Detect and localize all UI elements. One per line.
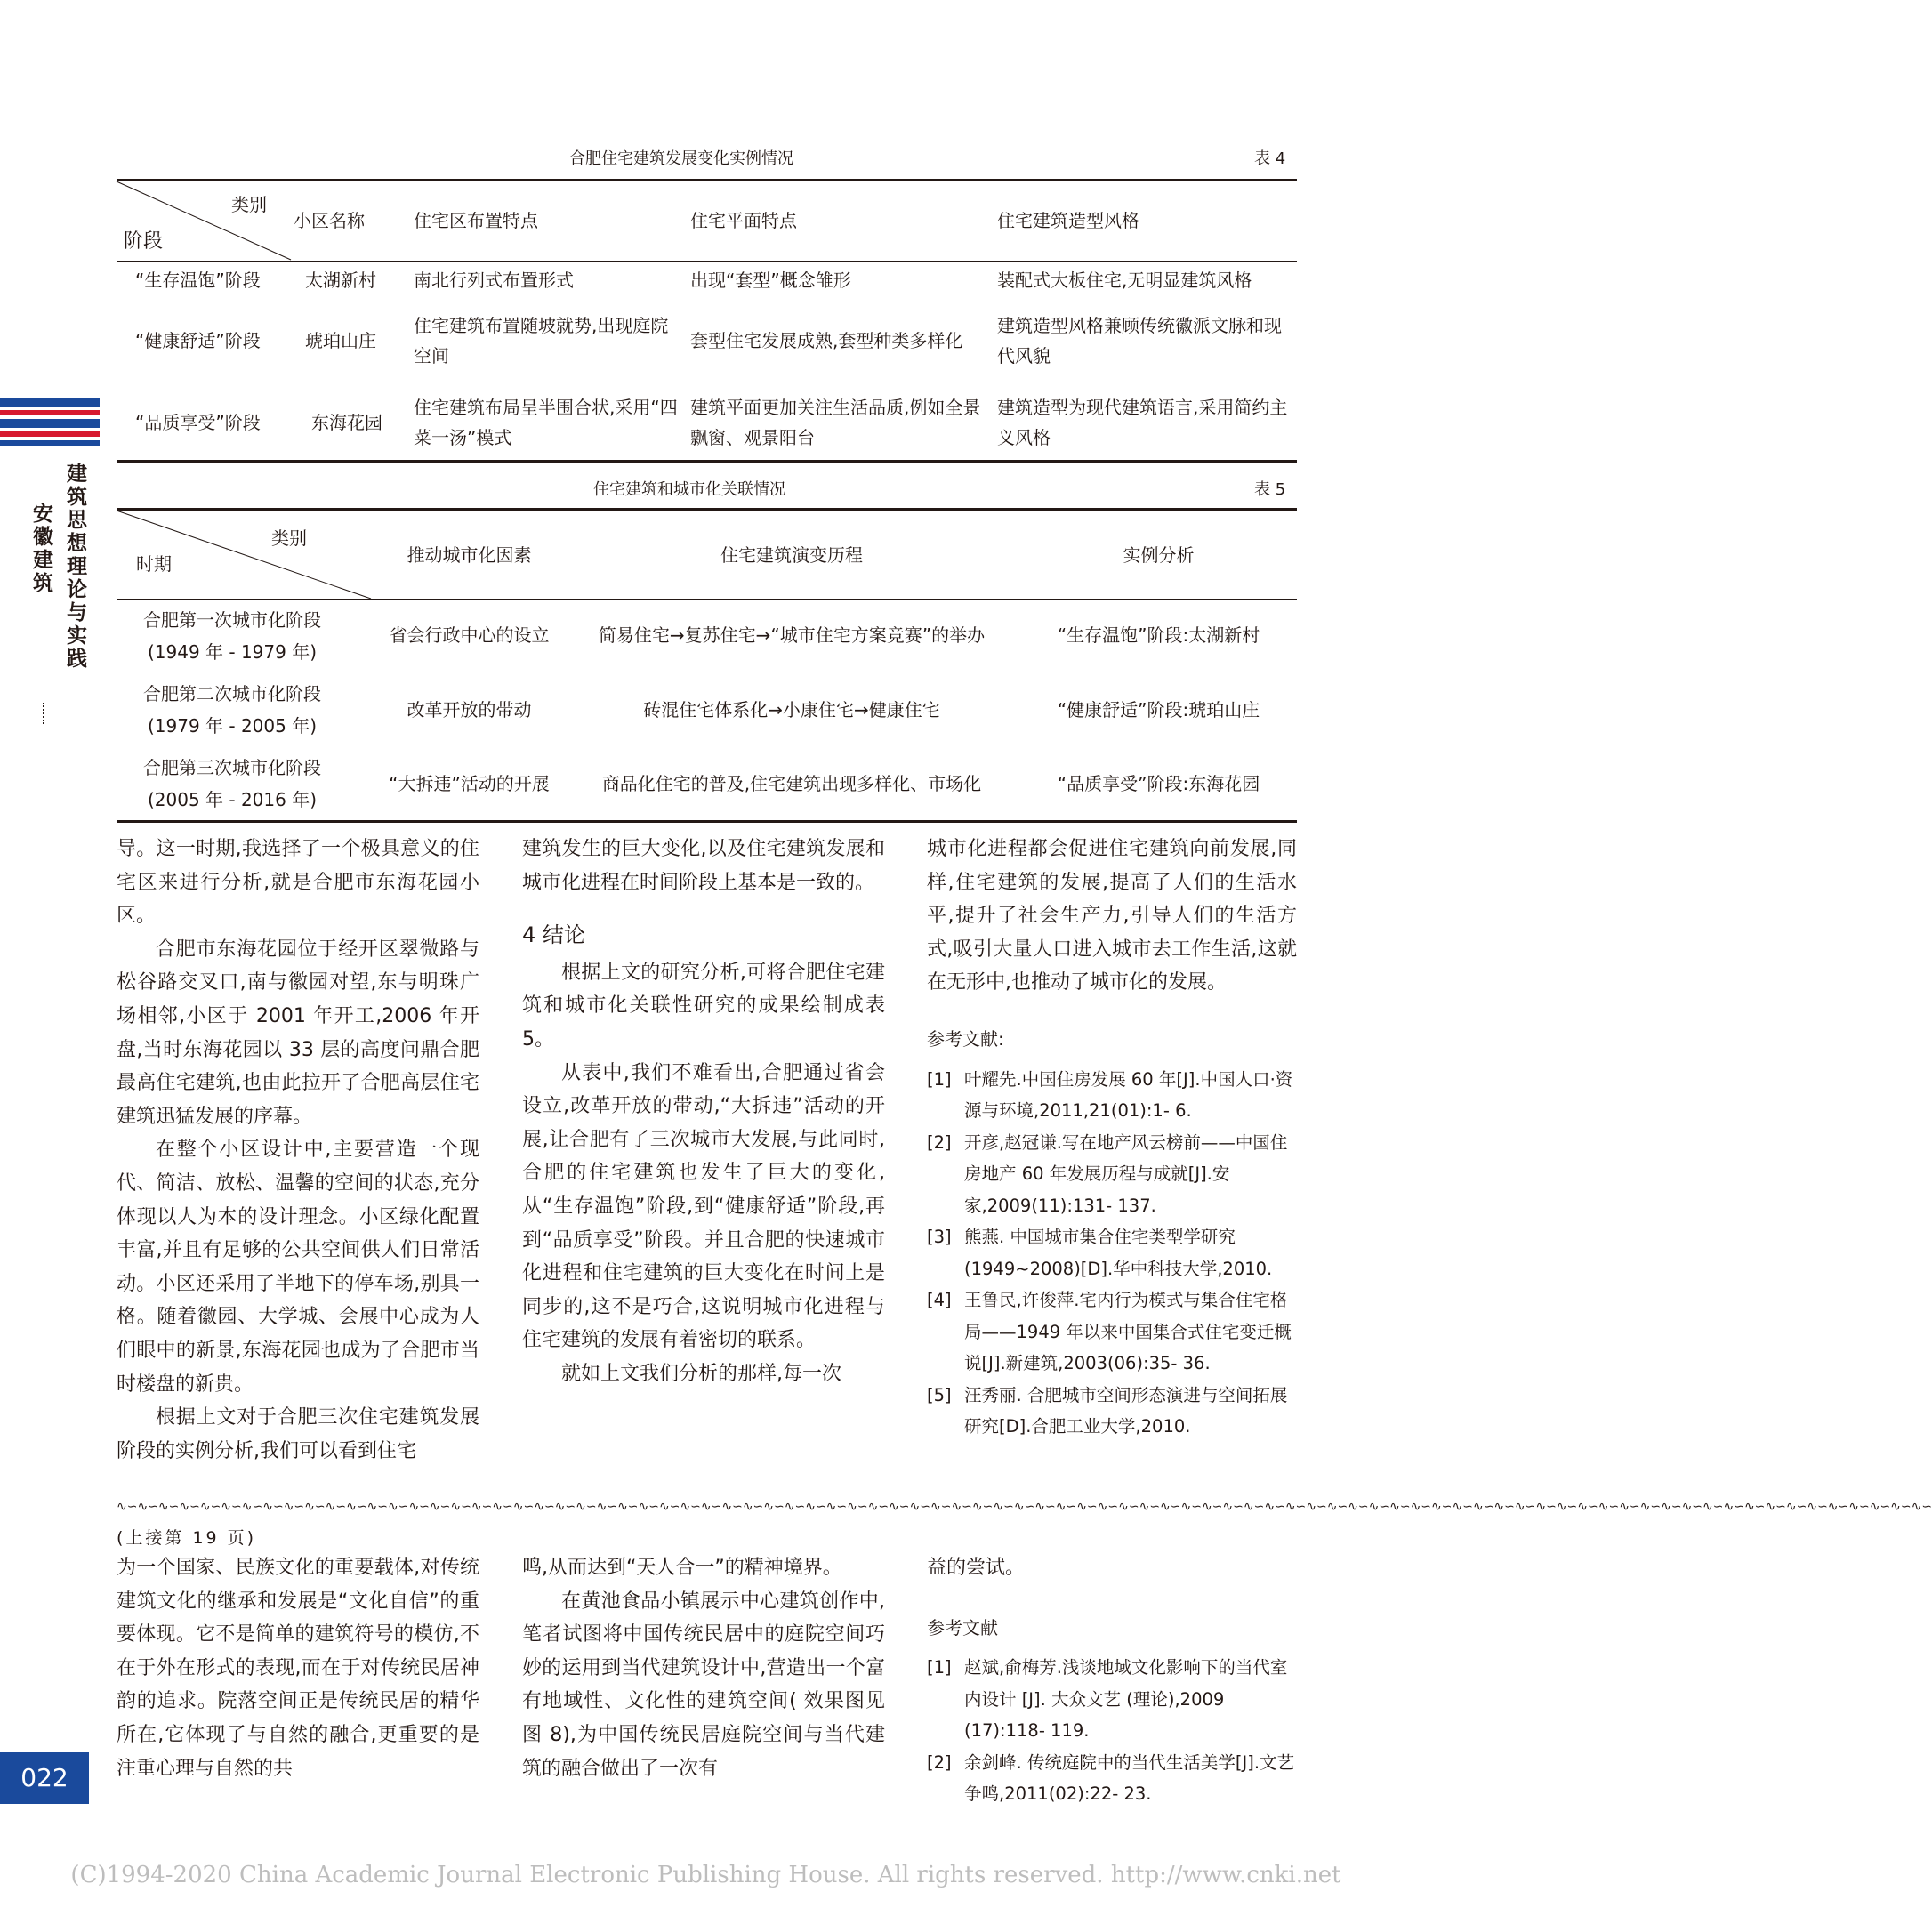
journal-name: 安徽建筑 <box>29 503 52 595</box>
paragraph: 在黄池食品小镇展示中心建筑创作中,笔者试图将中国传统民居中的庭院空间巧妙的运用到当代建筑设计中,营造出一个富有地域性、文化性的建筑空间( 效果图见图 8),为中国传统民居庭院空间与当代建筑的融合做出了一次有 <box>522 1590 885 1780</box>
table4-header: 住宅区布置特点 <box>414 210 538 231</box>
paragraph: 合肥市东海花园位于经开区翠微路与松谷路交叉口,南与徽园对望,东与明珠广场相邻,小区于 2001 年开工,2006 年开盘,当时东海花园以 33 层的高度问鼎合肥最高住宅建筑,也由此拉开了合肥高层住宅建筑迅猛发展的序幕。 <box>117 938 479 1128</box>
article-column-2 <box>522 833 885 1391</box>
table4-label: 表 4 <box>1254 149 1286 168</box>
table4-cell: 住宅建筑布局呈半围合状,采用“四菜一汤”模式 <box>414 397 678 448</box>
table4-header-rule <box>117 261 1297 262</box>
table5-cell: 简易住宅→复苏住宅→“城市住宅方案竞赛”的举办 <box>598 624 986 646</box>
reference-text: 叶耀先.中国住房发展 60 年[J].中国人口·资源与环境,2011,21(01):1- 6. <box>964 1068 1293 1122</box>
table4-cell: 琥珀山庄 <box>305 330 376 351</box>
table4-cell: 住宅建筑布置随坡就势,出现庭院空间 <box>414 315 669 366</box>
table4-header: 住宅建筑造型风格 <box>997 210 1139 231</box>
paragraph: 从表中,我们不难看出,合肥通过省会设立,改革开放的带动,“大拆违”活动的开展,让合肥有了三次城市大发展,与此同时,合肥的住宅建筑也发生了巨大的变化,从“生存温饱”阶段,到“健康舒适”阶段,再到“品质享受”阶段。并且合肥的快速城市化进程和住宅建筑的巨大变化在时间上是同步的,这不是巧合,这说明城市化进程与住宅建筑的发展有着密切的联系。 <box>522 1061 885 1352</box>
table4-header: 住宅平面特点 <box>690 210 797 231</box>
table4-header: 小区名称 <box>294 210 365 231</box>
table5-corner-top: 类别 <box>271 527 307 549</box>
table5-caption: 住宅建筑和城市化关联情况 <box>593 480 785 499</box>
ornamental-divider: ∿∽∿∽∿∽∿∽∿∽∿∽∿∽∿∽∿∽∿∽∿∽∿∽∿∽∿∽∿∽∿∽∿∽∿∽∿∽∿∽∿∽∿∽∿∽∿∽∿∽∿∽∿∽∿∽∿∽∿∽∿∽∿∽∿∽∿∽∿∽∿∽∿∽∿∽∿∽∿∽∿∽∿∽∿∽∿∽∿∽∿∽∿∽∿∽∿∽∿∽∿∽∿∽∿∽∿∽∿∽∿∽∿∽∿∽∿∽∿∽∿∽∿∽∿∽∿∽∿∽∿∽∿∽∿∽∿∽∿∽∿∽∿∽∿∽∿∽∿∽∿∽∿∽∿∽∿∽∿∽∿∽∿∽∿∽∿∽∿∽∿∽∿∽ <box>117 1500 1932 1514</box>
article-column-3 <box>927 833 1297 1443</box>
table5-cell: (1979 年 - 2005 年) <box>147 715 318 737</box>
sidebar-divider <box>43 703 44 724</box>
table4-cell: 太湖新村 <box>305 270 376 291</box>
paragraph: 建筑发生的巨大变化,以及住宅建筑发展和城市化进程在时间阶段上基本是一致的。 <box>522 838 885 894</box>
reference-item <box>927 1380 1297 1443</box>
reference-number: [2] <box>927 1131 952 1153</box>
table5-cell: 砖混住宅体系化→小康住宅→健康住宅 <box>643 699 940 721</box>
paragraph: 根据上文对于合肥三次住宅建筑发展阶段的实例分析,我们可以看到住宅 <box>117 1406 479 1462</box>
continued-column-2 <box>522 1551 885 1785</box>
paragraph: 在整个小区设计中,主要营造一个现代、简洁、放松、温馨的空间的状态,充分体现以人为本的设计理念。小区绿化配置丰富,并且有足够的公共空间供人们日常活动。小区还采用了半地下的停车场,别具一格。随着徽园、大学城、会展中心成为人们眼中的新景,东海花园也成为了合肥市当时楼盘的新贵。 <box>117 1139 479 1396</box>
table5-cell: “品质享受”阶段:东海花园 <box>1057 773 1260 794</box>
reference-text: 王鲁民,许俊萍.宅内行为模式与集合住宅格局——1949 年以来中国集合式住宅变迁概说[J].新建筑,2003(06):35- 36. <box>964 1290 1292 1374</box>
table5-cell: 合肥第二次城市化阶段 <box>143 683 321 704</box>
table5-header: 实例分析 <box>1123 544 1195 566</box>
continued-note: (上接第 19 页) <box>117 1528 257 1548</box>
table5-corner-bottom: 时期 <box>136 553 172 575</box>
table4-cell: 建筑造型风格兼顾传统徽派文脉和现代风貌 <box>997 315 1282 366</box>
paragraph: 就如上文我们分析的那样,每一次 <box>561 1362 841 1385</box>
table5-cell: 改革开放的带动 <box>407 699 532 721</box>
table5-label: 表 5 <box>1254 480 1286 499</box>
table4-cell: 南北行列式布置形式 <box>414 270 574 291</box>
table4-cell: 出现“套型”概念雏形 <box>690 270 851 291</box>
reference-text: 余剑峰. 传统庭院中的当代生活美学[J].文艺争鸣,2011(02):22- 23. <box>964 1751 1295 1805</box>
table5-cell: “大拆违”活动的开展 <box>389 773 550 794</box>
journal-column-title: 建筑思想理论与实践 <box>63 463 86 671</box>
table4-corner-bottom: 阶段 <box>124 230 164 253</box>
reference-number: [2] <box>927 1751 952 1773</box>
table5-header: 住宅建筑演变历程 <box>720 544 863 566</box>
table5-cell: “健康舒适”阶段:琥珀山庄 <box>1057 699 1260 721</box>
references-heading: 参考文献: <box>927 1027 1004 1050</box>
article-column-1 <box>117 833 479 1468</box>
table4-cell: “品质享受”阶段 <box>135 412 261 433</box>
reference-item <box>927 1064 1297 1127</box>
continued-column-1 <box>117 1551 479 1785</box>
paragraph: 城市化进程都会促进住宅建筑向前发展,同样,住宅建筑的发展,提高了人们的生活水平,提升了社会生产力,引导人们的生活方式,吸引大量人口进入城市去工作生活,这就在无形中,也推动了城市化的发展。 <box>927 838 1297 994</box>
reference-item <box>927 1652 1297 1747</box>
paragraph: 鸣,从而达到“天人合一”的精神境界。 <box>522 1557 842 1579</box>
table5-cell: (1949 年 - 1979 年) <box>147 641 318 663</box>
reference-number: [3] <box>927 1227 952 1248</box>
references-heading: 参考文献 <box>927 1616 998 1638</box>
reference-number: [5] <box>927 1384 952 1405</box>
paragraph: 为一个国家、民族文化的重要载体,对传统建筑文化的继承和发展是“文化自信”的重要体现。它不是简单的建筑符号的模仿,不在于外在形式的表现,而在于对传统民居神韵的追求。院落空间正是传统民居的精华所在,它体现了与自然的融合,更重要的是注重心理与自然的共 <box>117 1557 479 1780</box>
page-number: 022 <box>0 1752 89 1804</box>
paragraph: 益的尝试。 <box>927 1557 1026 1579</box>
section-heading: 4 结论 <box>522 922 585 948</box>
table5-header: 推动城市化因素 <box>407 544 532 566</box>
copyright-footer: (C)1994-2020 China Academic Journal Electronic Publishing House. All rights reserved. http://www.cnki.net <box>70 1862 1341 1888</box>
table5-cell: 合肥第三次城市化阶段 <box>143 757 321 778</box>
reference-item <box>927 1221 1297 1284</box>
reference-text: 赵斌,俞梅芳.浅谈地域文化影响下的当代室内设计 [J]. 大众文艺 (理论),2009 (17):118- 119. <box>964 1657 1288 1742</box>
reference-item <box>927 1284 1297 1380</box>
reference-item <box>927 1127 1297 1222</box>
reference-number: [1] <box>927 1068 952 1090</box>
table5-cell: 合肥第一次城市化阶段 <box>143 609 321 631</box>
table5-cell: “生存温饱”阶段:太湖新村 <box>1057 624 1260 646</box>
reference-number: [4] <box>927 1290 952 1311</box>
table4-cell: “生存温饱”阶段 <box>135 270 261 291</box>
table5-header-rule <box>117 599 1297 600</box>
table4-corner-top: 类别 <box>231 194 267 215</box>
table4-cell: 建筑平面更加关注生活品质,例如全景飘窗、观景阳台 <box>690 397 981 448</box>
table4-caption: 合肥住宅建筑发展变化实例情况 <box>569 149 793 168</box>
table4-cell: 套型住宅发展成熟,套型种类多样化 <box>690 330 963 351</box>
continued-column-3 <box>927 1551 1297 1810</box>
table4-cell: 装配式大板住宅,无明显建筑风格 <box>997 270 1252 291</box>
table4-cell: 东海花园 <box>311 412 382 433</box>
reference-text: 熊燕. 中国城市集合住宅类型学研究(1949~2008)[D].华中科技大学,2010. <box>964 1227 1273 1279</box>
table5-cell: (2005 年 - 2016 年) <box>147 789 318 810</box>
reference-text: 汪秀丽. 合肥城市空间形态演进与空间拓展研究[D].合肥工业大学,2010. <box>964 1384 1288 1437</box>
paragraph: 根据上文的研究分析,可将合肥住宅建筑和城市化关联性研究的成果绘制成表 5。 <box>522 961 885 1051</box>
table4-cell: 建筑造型为现代建筑语言,采用简约主义风格 <box>997 397 1288 448</box>
reference-text: 开彦,赵冠谦.写在地产风云榜前——中国住房地产 60 年发展历程与成就[J].安家,2009(11):131- 137. <box>964 1131 1288 1216</box>
table5-cell: 省会行政中心的设立 <box>389 624 550 646</box>
table4-bottom-rule <box>117 460 1297 463</box>
table4-cell: “健康舒适”阶段 <box>135 330 261 351</box>
table5-bottom-rule <box>117 820 1297 823</box>
paragraph: 导。这一时期,我选择了一个极具意义的住宅区来进行分析,就是合肥市东海花园小区。 <box>117 838 479 928</box>
reference-number: [1] <box>927 1657 952 1679</box>
reference-item <box>927 1747 1297 1810</box>
table5-cell: 商品化住宅的普及,住宅建筑出现多样化、市场化 <box>601 773 982 794</box>
